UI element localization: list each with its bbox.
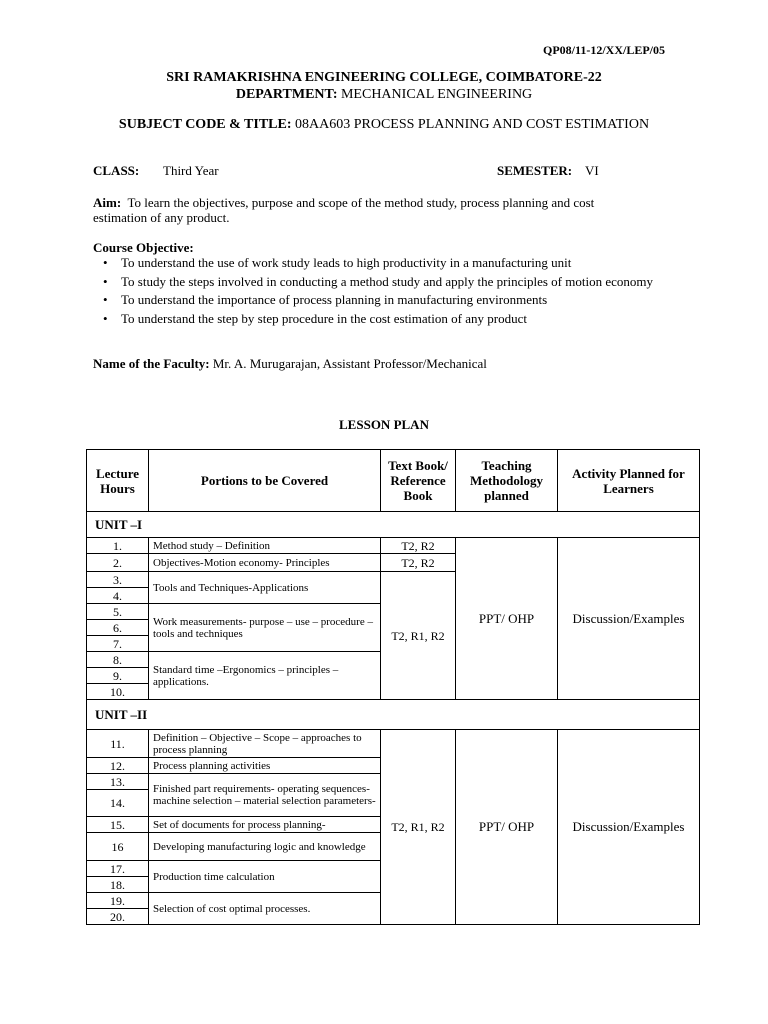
portion-cell: Production time calculation [149, 861, 381, 893]
department-line [0, 87, 768, 103]
subject-value: 08AA603 PROCESS PLANNING AND COST ESTIMATION [295, 117, 650, 132]
subject-line [0, 117, 768, 133]
lecture-hour: 7. [87, 636, 149, 652]
table-row [87, 730, 700, 758]
aim-label: Aim: [93, 195, 122, 210]
subject-label: SUBJECT CODE & TITLE: [118, 117, 292, 132]
activity-cell: Discussion/Examples [558, 730, 700, 925]
list-item: • To understand the step by step procedure in the cost estimation of any product [93, 311, 683, 327]
aim-paragraph [93, 195, 693, 210]
list-item: • To understand the importance of process planning in manufacturing environments [93, 292, 683, 308]
lecture-hour: 5. [87, 604, 149, 620]
lecture-hour: 20. [87, 909, 149, 925]
lesson-plan-title: LESSON PLAN [339, 417, 429, 432]
list-item: • To understand the use of work study leads to high productivity in a manufacturing unit [93, 255, 683, 271]
lecture-hour: 2. [87, 554, 149, 572]
portion-cell: Work measurements- purpose – use – procedure – tools and techniques [149, 604, 381, 652]
lecture-hour: 11. [87, 730, 149, 758]
unit-1-label: UNIT –I [87, 512, 700, 538]
table-header-row [87, 450, 700, 512]
semester-value: VI [585, 163, 599, 178]
lecture-hour: 19. [87, 893, 149, 909]
lesson-plan-table [86, 449, 700, 925]
lecture-hour: 10. [87, 684, 149, 700]
table-row [87, 538, 700, 554]
header-reference-book: Text Book/ Reference Book [381, 450, 456, 512]
aim-line-2: estimation of any product. [93, 210, 230, 225]
unit-row [87, 512, 700, 538]
activity-cell: Discussion/Examples [558, 538, 700, 700]
lecture-hour: 12. [87, 758, 149, 774]
lecture-hour: 14. [87, 790, 149, 817]
header-teaching-methodology: Teaching Methodology planned [456, 450, 558, 512]
lecture-hour: 13. [87, 774, 149, 790]
portion-cell: Objectives-Motion economy- Principles [149, 554, 381, 572]
faculty-value: Mr. A. Murugarajan, Assistant Professor/Mechanical [212, 356, 487, 371]
reference-cell: T2, R1, R2 [381, 730, 456, 925]
class-label: CLASS: [93, 163, 140, 178]
document-code: QP08/11-12/XX/LEP/05 [543, 43, 666, 57]
lecture-hour: 18. [87, 877, 149, 893]
header-activity: Activity Planned for Learners [558, 450, 700, 512]
lecture-hour: 16 [87, 833, 149, 861]
college-name: SRI RAMAKRISHNA ENGINEERING COLLEGE, COIMBATORE-22 [166, 70, 602, 85]
portion-cell: Standard time –Ergonomics – principles – applications. [149, 652, 381, 700]
reference-cell: T2, R1, R2 [381, 572, 456, 700]
portion-cell: Set of documents for process planning- [149, 817, 381, 833]
faculty-label: Name of the Faculty: [93, 356, 210, 371]
course-objective-list [93, 255, 683, 329]
lecture-hour: 6. [87, 620, 149, 636]
reference-cell: T2, R2 [381, 538, 456, 554]
lecture-hour: 15. [87, 817, 149, 833]
portion-cell: Developing manufacturing logic and knowledge [149, 833, 381, 861]
portion-cell: Method study – Definition [149, 538, 381, 554]
lecture-hour: 9. [87, 668, 149, 684]
header-portions: Portions to be Covered [149, 450, 381, 512]
course-objective-label: Course Objective: [93, 240, 194, 255]
lecture-hour: 1. [87, 538, 149, 554]
unit-row [87, 700, 700, 730]
semester-label: SEMESTER: [497, 163, 573, 178]
header-lecture-hours: Lecture Hours [87, 450, 149, 512]
aim-line-1: To learn the objectives, purpose and scope of the method study, process planning and cost [127, 195, 595, 210]
teaching-method-cell: PPT/ OHP [456, 538, 558, 700]
portion-cell: Finished part requirements- operating sequences- machine selection – material selection parameters- [149, 774, 381, 817]
reference-cell: T2, R2 [381, 554, 456, 572]
portion-cell: Definition – Objective – Scope – approaches to process planning [149, 730, 381, 758]
list-item: • To study the steps involved in conducting a method study and apply the principles of motion economy [93, 274, 683, 290]
lecture-hour: 4. [87, 588, 149, 604]
teaching-method-cell: PPT/ OHP [456, 730, 558, 925]
lecture-hour: 17. [87, 861, 149, 877]
portion-cell: Selection of cost optimal processes. [149, 893, 381, 925]
unit-2-label: UNIT –II [87, 700, 700, 730]
lecture-hour: 8. [87, 652, 149, 668]
department-value: MECHANICAL ENGINEERING [340, 87, 533, 102]
portion-cell: Process planning activities [149, 758, 381, 774]
class-value: Third Year [163, 163, 219, 178]
portion-cell: Tools and Techniques-Applications [149, 572, 381, 604]
department-label: DEPARTMENT: [235, 87, 338, 102]
lecture-hour: 3. [87, 572, 149, 588]
faculty-line [93, 356, 487, 371]
